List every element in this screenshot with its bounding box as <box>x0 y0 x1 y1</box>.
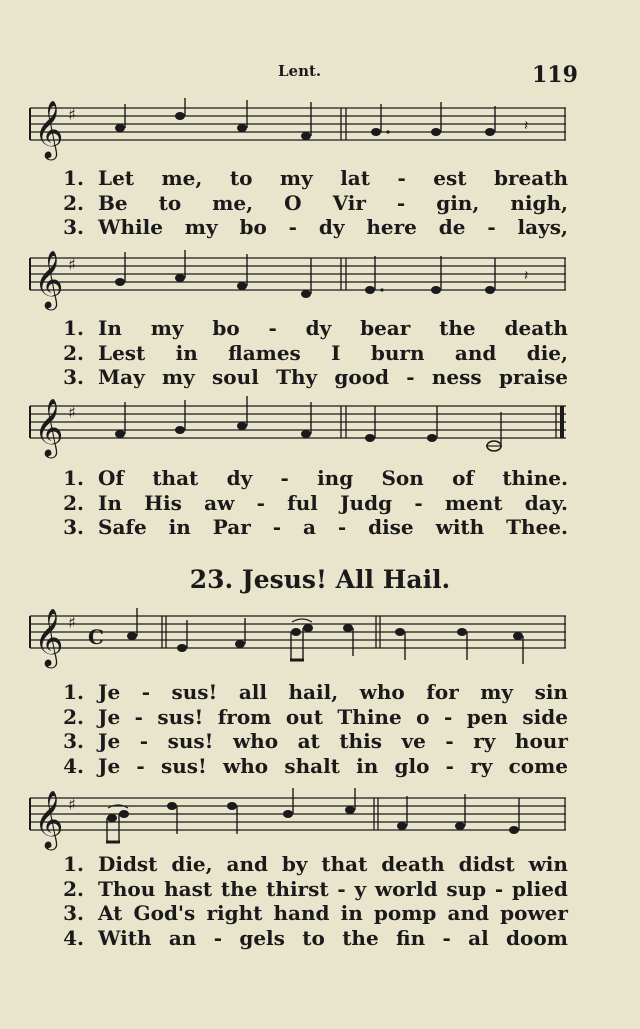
lyric-syllable: gin, <box>436 190 480 215</box>
lyric-syllable: praise <box>498 365 568 389</box>
lyric-syllable: al <box>468 925 489 950</box>
lyrics-block <box>48 166 568 240</box>
lyric-syllable: and <box>454 340 497 365</box>
lyric-syllable: Par <box>212 515 251 539</box>
lyric-syllable: hand <box>273 901 330 925</box>
verse-number: 3. <box>63 729 84 753</box>
lyric-words <box>98 491 568 516</box>
lyric-line <box>48 191 568 216</box>
lyric-syllable: ment <box>444 490 503 515</box>
verse-number: 2. <box>63 340 84 365</box>
lyric-line <box>48 705 568 730</box>
lyric-words <box>98 901 568 926</box>
lyric-syllable: - <box>134 704 143 729</box>
lyric-words <box>98 926 568 951</box>
lyric-syllable: - <box>445 753 454 778</box>
lyric-syllable: death <box>381 852 445 876</box>
lyric-syllable: Vir <box>332 190 366 215</box>
lyric-words <box>98 729 568 754</box>
svg-text:𝄞: 𝄞 <box>34 250 64 308</box>
verse-number: 2. <box>63 876 84 901</box>
lyric-line <box>48 852 568 877</box>
lyric-syllable: Thou <box>98 876 156 901</box>
lyric-syllable: world <box>374 876 438 901</box>
lyric-syllable: and <box>226 852 268 876</box>
lyric-syllable: Thine <box>337 704 402 729</box>
lyric-syllable: an <box>168 925 197 950</box>
lyric-syllable: - <box>141 680 150 704</box>
lyric-syllable: by <box>281 852 308 876</box>
lyric-syllable: here <box>366 215 417 239</box>
lyric-syllable: y <box>354 876 367 901</box>
lyric-syllable: - <box>136 753 145 778</box>
svg-text:𝄞: 𝄞 <box>34 790 64 848</box>
lyric-line <box>48 316 568 341</box>
lyric-line <box>48 901 568 926</box>
lyric-syllable: bo <box>212 316 240 340</box>
lyric-words <box>98 680 568 705</box>
music-staff <box>26 604 566 684</box>
verse-number: 3. <box>63 901 84 925</box>
lyric-syllable: my <box>184 215 218 239</box>
lyric-syllable: that <box>152 466 199 490</box>
lyric-syllable: of <box>452 466 475 490</box>
svg-text:𝄽: 𝄽 <box>524 118 529 134</box>
lyric-syllable: At <box>98 901 123 925</box>
verse-number: 3. <box>63 215 84 239</box>
lyric-syllable: lat <box>340 166 370 190</box>
lyric-syllable: my <box>480 680 514 704</box>
lyric-syllable: doom <box>506 925 568 950</box>
lyric-syllable: didst <box>458 852 515 876</box>
lyric-syllable: Be <box>98 190 128 215</box>
lyric-words <box>98 341 568 366</box>
lyric-syllable: ness <box>431 365 482 389</box>
verse-number: 4. <box>63 925 84 950</box>
lyric-words <box>98 515 568 540</box>
lyric-syllable: - <box>396 190 406 215</box>
verse-number: 1. <box>63 166 84 190</box>
lyric-syllable: bo <box>239 215 267 239</box>
lyric-syllable: my <box>161 365 195 389</box>
lyric-syllable: the <box>220 876 258 901</box>
lyric-syllable: Lest <box>98 340 146 365</box>
lyric-syllable: plied <box>512 876 568 901</box>
svg-text:♯: ♯ <box>68 403 76 422</box>
verse-number: 3. <box>63 365 84 389</box>
lyric-syllable: - <box>280 466 289 490</box>
lyric-syllable: win <box>528 852 568 876</box>
lyric-syllable: lays, <box>517 215 568 239</box>
lyric-syllable: - <box>139 729 149 753</box>
lyric-syllable: - <box>445 729 454 753</box>
svg-text:𝄞: 𝄞 <box>34 608 64 666</box>
lyric-syllable: burn <box>370 340 425 365</box>
lyric-syllable: in <box>168 515 191 539</box>
lyrics-block <box>48 466 568 540</box>
lyric-syllable: sus! <box>167 729 214 753</box>
verse-number: 4. <box>63 753 84 778</box>
lyric-syllable: - <box>487 215 496 239</box>
lyric-syllable: aw <box>204 490 235 515</box>
lyric-syllable: May <box>98 365 145 389</box>
lyric-syllable: flames <box>228 340 301 365</box>
verse-number: 3. <box>63 515 84 539</box>
lyric-syllable: sus! <box>157 704 204 729</box>
lyric-line <box>48 877 568 902</box>
lyric-syllable: day. <box>524 490 568 515</box>
lyric-syllable: in <box>175 340 198 365</box>
lyric-line <box>48 754 568 779</box>
lyric-syllable: God's <box>133 901 196 925</box>
lyric-syllable: glo <box>394 753 430 778</box>
lyric-syllable: at <box>297 729 320 753</box>
page-number: 119 <box>532 62 578 88</box>
lyric-words <box>98 754 568 779</box>
lyric-syllable: nigh, <box>510 190 568 215</box>
lyric-syllable: hail, <box>288 680 339 704</box>
lyric-line <box>48 341 568 366</box>
lyric-syllable: - <box>494 876 504 901</box>
lyric-syllable: In <box>98 316 122 340</box>
lyric-words <box>98 166 568 191</box>
lyric-syllable: right <box>206 901 263 925</box>
lyric-line <box>48 491 568 516</box>
lyric-line <box>48 215 568 240</box>
svg-text:♯: ♯ <box>68 105 76 124</box>
lyric-syllable: for <box>426 680 459 704</box>
lyric-syllable: thine. <box>502 466 568 490</box>
lyric-syllable: - <box>288 215 297 239</box>
lyric-syllable: ry <box>473 729 496 753</box>
lyric-syllable: Judg <box>340 490 393 515</box>
lyric-syllable: that <box>321 852 368 876</box>
lyric-syllable: me, <box>161 166 203 190</box>
svg-text:♯: ♯ <box>68 795 76 814</box>
lyric-syllable: - <box>442 925 451 950</box>
lyric-syllable: death <box>504 316 568 340</box>
lyric-syllable: - <box>213 925 222 950</box>
lyric-syllable: shalt <box>284 753 340 778</box>
lyrics-block <box>48 852 568 950</box>
lyric-line <box>48 466 568 491</box>
lyric-words <box>98 316 568 341</box>
section-header: Lent. <box>278 62 322 80</box>
verse-number: 2. <box>63 704 84 729</box>
lyric-syllable: - <box>272 515 281 539</box>
lyric-words <box>98 215 568 240</box>
lyric-syllable: o <box>416 704 430 729</box>
lyric-words <box>98 852 568 877</box>
lyric-words <box>98 365 568 390</box>
lyric-syllable: from <box>217 704 272 729</box>
music-staff <box>26 248 566 318</box>
svg-text:𝄞: 𝄞 <box>34 398 64 456</box>
lyric-syllable: good <box>334 365 390 389</box>
lyric-syllable: Let <box>98 166 135 190</box>
lyric-words <box>98 877 568 902</box>
lyric-line <box>48 926 568 951</box>
lyric-syllable: de <box>438 215 466 239</box>
lyric-syllable: soul <box>212 365 259 389</box>
lyric-syllable: who <box>359 680 405 704</box>
lyric-syllable: who <box>223 753 269 778</box>
lyric-syllable: Son <box>381 466 424 490</box>
lyric-syllable: sup <box>446 876 487 901</box>
verse-number: 2. <box>63 490 84 515</box>
lyric-syllable: Je <box>98 729 121 753</box>
lyric-syllable: - <box>443 704 453 729</box>
lyric-syllable: Je <box>98 753 121 778</box>
lyric-syllable: sus! <box>171 680 218 704</box>
lyric-syllable: ful <box>287 490 318 515</box>
lyric-syllable: fin <box>396 925 426 950</box>
lyric-syllable: - <box>268 316 277 340</box>
lyric-syllable: dise <box>368 515 414 539</box>
lyric-syllable: est <box>433 166 467 190</box>
lyric-syllable: dy <box>226 466 253 490</box>
lyric-syllable: side <box>522 704 568 729</box>
lyric-line <box>48 166 568 191</box>
verse-number: 1. <box>63 466 84 490</box>
hymn-title: 23. Jesus! All Hail. <box>189 565 451 594</box>
lyric-syllable: in <box>340 901 363 925</box>
lyric-syllable: dy <box>305 316 332 340</box>
lyric-syllable: and <box>447 901 489 925</box>
lyric-syllable: thirst <box>266 876 329 901</box>
lyric-syllable: - <box>337 515 347 539</box>
lyric-syllable: die, <box>171 852 213 876</box>
lyric-syllable: all <box>238 680 267 704</box>
verse-number: 1. <box>63 680 84 704</box>
lyric-syllable: this <box>339 729 382 753</box>
lyric-syllable: gels <box>239 925 285 950</box>
lyric-syllable: His <box>144 490 182 515</box>
lyric-syllable: Thy <box>276 365 318 389</box>
lyric-syllable: sus! <box>160 753 207 778</box>
lyric-syllable: out <box>285 704 323 729</box>
lyric-syllable: - <box>337 876 346 901</box>
lyric-syllable: me, <box>212 190 254 215</box>
lyric-syllable: With <box>98 925 152 950</box>
verse-number: 2. <box>63 190 84 215</box>
lyric-syllable: Safe <box>98 515 147 539</box>
lyric-syllable: my <box>150 316 184 340</box>
lyric-syllable: ry <box>470 753 493 778</box>
svg-text:C: C <box>88 625 104 649</box>
lyric-syllable: bear <box>360 316 411 340</box>
lyric-syllable: power <box>500 901 568 925</box>
lyric-syllable: Didst <box>98 852 158 876</box>
lyric-syllable: While <box>98 215 163 239</box>
lyric-syllable: ve <box>401 729 426 753</box>
lyric-words <box>98 191 568 216</box>
music-staff <box>26 788 566 858</box>
verse-number: 1. <box>63 852 84 876</box>
lyric-syllable: breath <box>494 166 568 190</box>
lyric-syllable: come <box>508 753 568 778</box>
lyric-syllable: - <box>414 490 423 515</box>
lyric-syllable: to <box>158 190 182 215</box>
lyric-syllable: Of <box>98 466 125 490</box>
lyric-syllable: pen <box>466 704 508 729</box>
lyric-syllable: hour <box>514 729 568 753</box>
svg-text:♯: ♯ <box>68 255 76 274</box>
lyric-syllable: my <box>279 166 313 190</box>
lyric-syllable: to <box>229 166 253 190</box>
lyric-syllable: - <box>256 490 265 515</box>
svg-text:♯: ♯ <box>68 613 76 632</box>
lyrics-block <box>48 680 568 778</box>
lyric-syllable: - <box>397 166 406 190</box>
lyric-syllable: I <box>331 340 341 365</box>
svg-text:𝄽: 𝄽 <box>524 268 529 284</box>
lyric-syllable: in <box>356 753 379 778</box>
lyric-syllable: hast <box>164 876 213 901</box>
lyric-syllable: In <box>98 490 122 515</box>
lyric-syllable: Je <box>98 704 121 729</box>
lyrics-block <box>48 316 568 390</box>
lyric-line <box>48 515 568 540</box>
lyric-syllable: O <box>284 190 302 215</box>
lyric-syllable: sin <box>534 680 568 704</box>
lyric-syllable: Thee. <box>506 515 568 539</box>
lyric-line <box>48 729 568 754</box>
lyric-line <box>48 680 568 705</box>
lyric-syllable: a <box>302 515 316 539</box>
lyric-syllable: the <box>439 316 476 340</box>
lyric-syllable: who <box>232 729 279 753</box>
lyric-words <box>98 705 568 730</box>
verse-number: 1. <box>63 316 84 340</box>
lyric-syllable: dy <box>318 215 345 239</box>
lyric-words <box>98 466 568 491</box>
lyric-line <box>48 365 568 390</box>
svg-text:𝄞: 𝄞 <box>34 100 64 158</box>
lyric-syllable: die, <box>526 340 568 365</box>
lyric-syllable: with <box>435 515 485 539</box>
lyric-syllable: - <box>406 365 415 389</box>
lyric-syllable: Je <box>98 680 121 704</box>
lyric-syllable: ing <box>317 466 354 490</box>
lyric-syllable: to <box>302 925 325 950</box>
lyric-syllable: pomp <box>373 901 437 925</box>
music-staff <box>26 98 566 168</box>
lyric-syllable: the <box>342 925 379 950</box>
music-staff <box>26 396 566 466</box>
